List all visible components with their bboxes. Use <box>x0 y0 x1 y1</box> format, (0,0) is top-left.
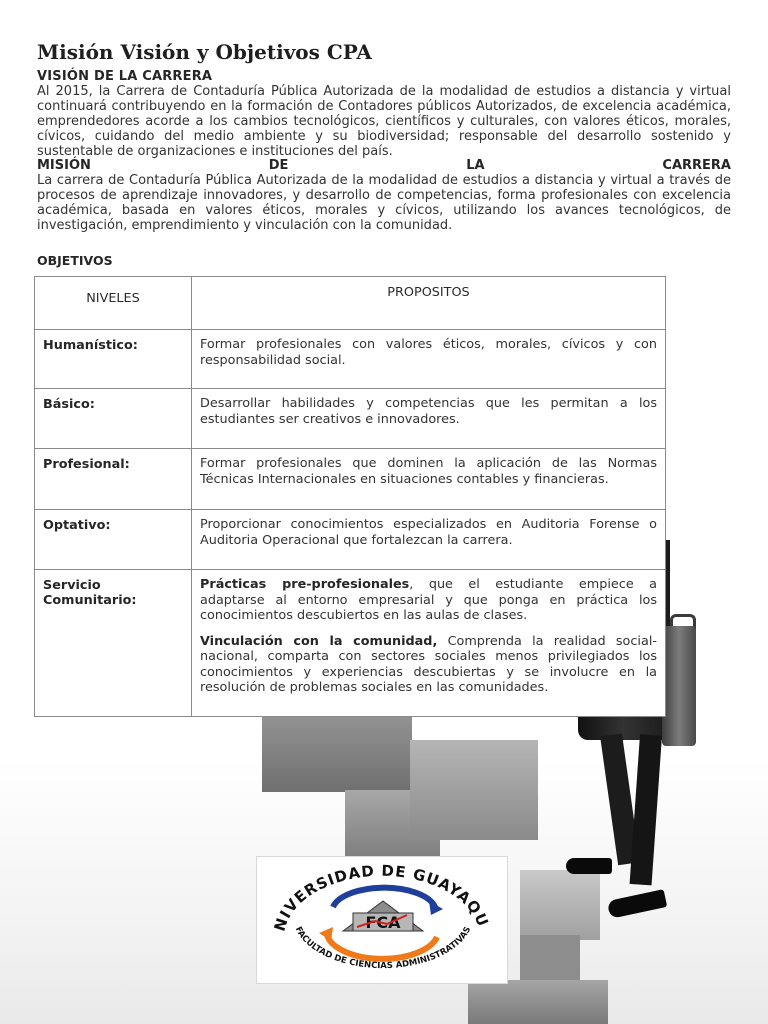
table-row <box>35 330 666 389</box>
level-cell <box>35 570 192 717</box>
level-cell: Básico: <box>35 389 192 449</box>
university-seal-icon <box>257 857 507 983</box>
mission-heading-word: DE <box>268 158 289 173</box>
mission-text: La carrera de Contaduría Pública Autorizada de la modalidad de estudios a distancia y virtual a través de procesos de aprendizaje innovadores, y desarrollo de competencias, forma profesionales con excelencia académica, basada en valores éticos, morales y cívicos, utilizando los avances tecnológicos, de investigación, emprendimiento y vinculación con la comunidad. <box>37 173 731 233</box>
briefcase-icon <box>662 626 696 746</box>
practices-label: Prácticas pre-profesionales <box>200 577 410 592</box>
table-row <box>35 449 666 510</box>
table-header-row <box>35 277 666 330</box>
mission-heading-word: LA <box>466 158 485 173</box>
level-cell: Humanístico: <box>35 330 192 389</box>
mission-heading-word: MISIÓN <box>37 158 91 173</box>
businessman-shoe <box>566 858 612 874</box>
column-header-levels: NIVELES <box>35 277 192 330</box>
document-body <box>37 40 731 281</box>
vision-text: Al 2015, la Carrera de Contaduría Pública Autorizada de la modalidad de estudios a distancia y virtual continuará contribuyendo en la formación de Contadores públicos Autorizados, de excelencia académica, emprendedores acorde a los cambios tecnológicos, científicos y culturales, con valores éticos, morales, cívicos, cuidando del medio ambiente y su biodiversidad; responsable del desarrollo sostenido y sustentable de organizaciones e instituciones del país. <box>37 84 731 159</box>
logo-top-text: NIVERSIDAD DE GUAYAQU <box>270 861 493 934</box>
purpose-cell: Desarrollar habilidades y competencias que les permitan a los estudiantes ser creativos e innovadores. <box>192 389 666 449</box>
mission-heading-word: CARRERA <box>662 158 731 173</box>
table-row <box>35 570 666 717</box>
decorative-cube <box>520 935 580 980</box>
community-text: Comprenda la realidad social-nacional, comparta con sectores sociales menos privilegiados los conocimientos y experiencias descubiertas y se involucre en la resolución de problemas sociales en las comunidades. <box>200 633 657 695</box>
level-cell: Optativo: <box>35 510 192 570</box>
level-cell: Profesional: <box>35 449 192 510</box>
decorative-cube <box>520 870 600 940</box>
logo-bottom-text: FACULTAD DE CIENCIAS ADMINISTRATIVAS <box>292 925 474 972</box>
column-header-purposes: PROPOSITOS <box>192 277 666 330</box>
community-paragraph <box>200 634 657 696</box>
level-text: Servicio <box>43 578 101 593</box>
decorative-cube <box>410 740 538 840</box>
page-title: Misión Visión y Objetivos CPA <box>37 40 372 64</box>
vision-heading: VISIÓN DE LA CARRERA <box>37 69 213 84</box>
purpose-cell: Formar profesionales con valores éticos, morales, cívicos y con responsabilidad social. <box>192 330 666 389</box>
objectives-heading: OBJETIVOS <box>37 253 113 268</box>
decorative-cube <box>468 980 608 1024</box>
purpose-cell: Formar profesionales que dominen la aplicación de las Normas Técnicas Internacionales en situaciones contables y financieras. <box>192 449 666 510</box>
practices-text: , que el estudiante empiece a adaptarse al entorno empresarial y que ponga en práctica los conocimientos descubiertos en las aulas de clases. <box>200 577 657 623</box>
mission-heading <box>37 159 731 173</box>
logo-center-text: FCA <box>365 913 401 932</box>
community-label: Vinculación con la comunidad, <box>200 633 438 649</box>
orange-arrow <box>327 935 437 959</box>
purpose-cell <box>192 570 666 717</box>
table-row <box>35 510 666 570</box>
purpose-cell: Proporcionar conocimientos especializados en Auditoria Forense o Auditoria Operacional que fortalezcan la carrera. <box>192 510 666 570</box>
practices-paragraph <box>200 577 657 624</box>
objectives-table <box>34 276 666 717</box>
svg-text:FACULTAD DE CIENCIAS ADMINISTR <box>293 925 473 971</box>
table-row <box>35 389 666 449</box>
university-logo <box>256 856 508 984</box>
level-text: Comunitario: <box>43 593 137 608</box>
